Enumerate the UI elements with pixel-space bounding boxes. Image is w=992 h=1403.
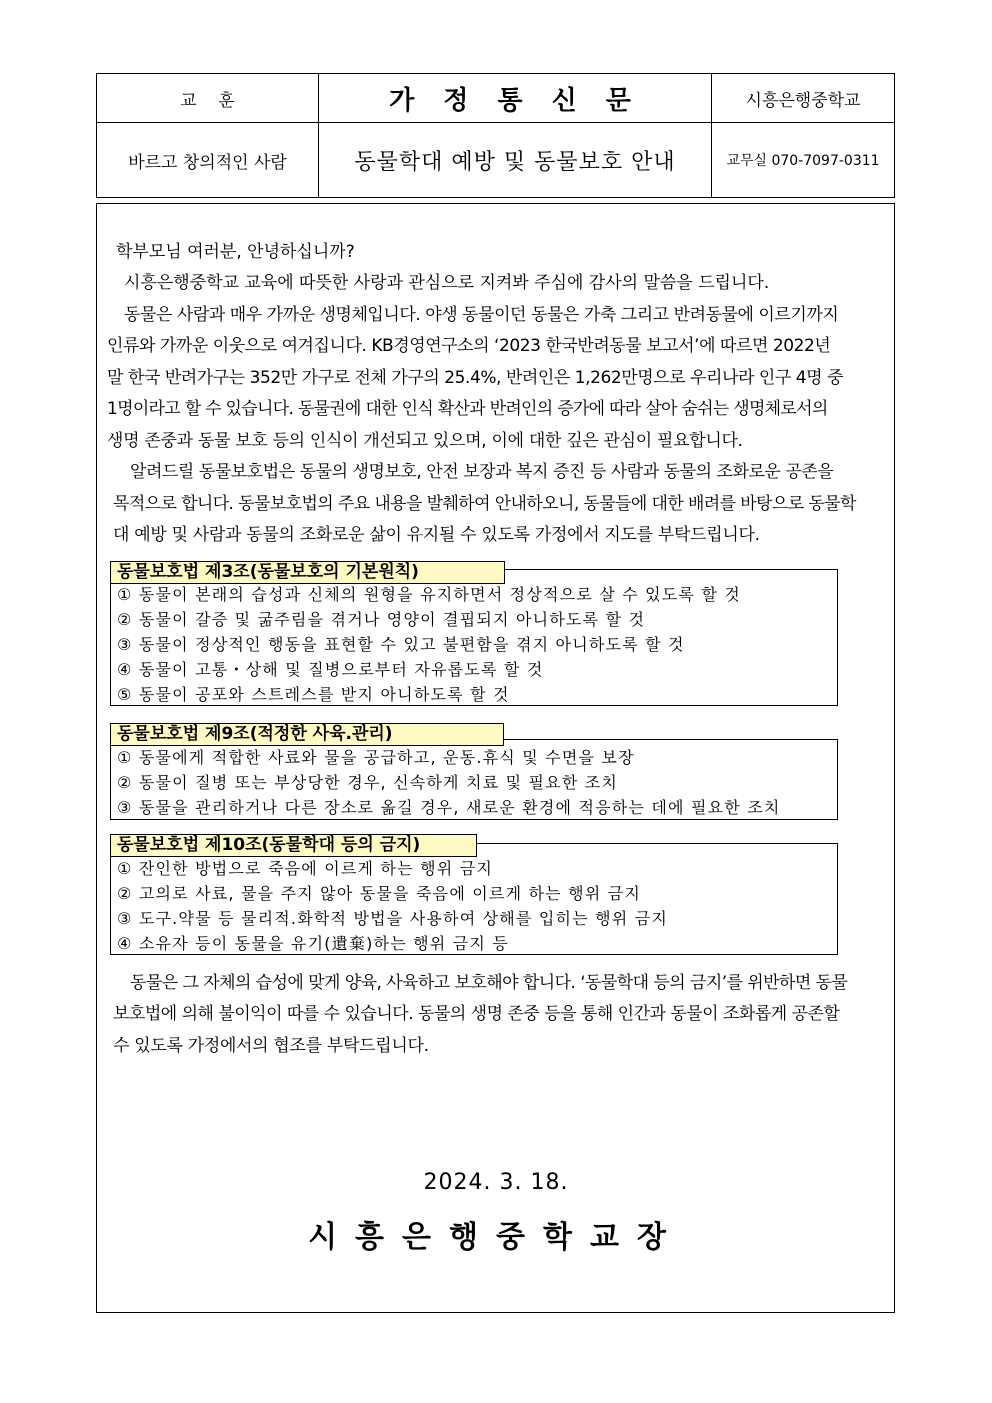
paragraph-line: 인류와 가까운 이웃으로 여겨집니다. KB경영연구소의 ‘2023 한국반려동물 보고서’에 따르면 2022년 — [107, 336, 831, 356]
law-item: ③ 동물이 정상적인 행동을 표현할 수 있고 불편함을 겪지 아니하도록 할 것 — [117, 635, 685, 654]
paragraph-line: 대 예방 및 사람과 동물의 조화로운 삶이 유지될 수 있도록 가정에서 지도를 부탁드립니다. — [113, 525, 760, 545]
law-item: ② 동물이 질병 또는 부상당한 경우, 신속하게 치료 및 필요한 조치 — [117, 773, 619, 792]
motto: 바르고 창의적인 사람 — [128, 152, 287, 173]
paragraph-line: 목적으로 합니다. 동물보호법의 주요 내용을 발췌하여 안내하오니, 동물들에 대한 배려를 바탕으로 동물학 — [113, 494, 856, 514]
law-item: ① 동물이 본래의 습성과 신체의 원형을 유지하면서 정상적으로 살 수 있도록 할 것 — [117, 585, 741, 604]
paragraph-line: 동물은 그 자체의 습성에 맞게 양육, 사육하고 보호해야 합니다. ‘동물학대 등의 금지’를 위반하면 동물 — [130, 973, 848, 993]
law-item: ④ 소유자 등이 동물을 유기(遺棄)하는 행위 금지 등 — [117, 934, 509, 953]
paragraph-line: 수 있도록 가정에서의 협조를 부탁드립니다. — [113, 1036, 429, 1056]
paragraph-line: 1명이라고 할 수 있습니다. 동물권에 대한 인식 확산과 반려인의 증가에 따라 살아 숨쉬는 생명체로서의 — [107, 399, 828, 419]
school-name: 시흥은행중학교 — [745, 90, 861, 111]
paragraph-line: 보호법에 의해 불이익이 따를 수 있습니다. 동물의 생명 존중 등을 통해 인간과 동물이 조화롭게 공존할 — [113, 1004, 840, 1024]
greeting: 학부모님 여러분, 안녕하십니까? — [116, 242, 355, 262]
subject-title: 동물학대 예방 및 동물보호 안내 — [354, 149, 676, 175]
law-item: ④ 동물이 고통・상해 및 질병으로부터 자유롭도록 할 것 — [117, 660, 544, 679]
law-article-9-title: 동물보호법 제9조(적정한 사육.관리) — [110, 723, 504, 746]
law-item: ② 동물이 갈증 및 굶주림을 겪거나 영양이 결핍되지 아니하도록 할 것 — [117, 610, 646, 629]
thanks: 시흥은행중학교 교육에 따뜻한 사랑과 관심으로 지켜봐 주심에 감사의 말씀을 드립니다. — [124, 273, 770, 293]
motto-label-text: 교 훈 — [180, 90, 235, 111]
law-item: ⑤ 동물이 공포와 스트레스를 받지 아니하도록 할 것 — [117, 685, 510, 704]
paragraph-line: 말 한국 반려가구는 352만 가구로 전체 가구의 25.4%, 반려인은 1,262만명으로 우리나라 인구 4명 중 — [107, 368, 844, 388]
motto-label — [97, 74, 318, 122]
issue-date: 2024. 3. 18. — [423, 1170, 569, 1195]
law-item: ① 잔인한 방법으로 죽음에 이르게 하는 행위 금지 — [117, 859, 494, 878]
newsletter-title: 가 정 통 신 문 — [389, 85, 641, 116]
paragraph-line: 생명 존중과 동물 보호 등의 인식이 개선되고 있으며, 이에 대한 깊은 관심이 필요합니다. — [107, 431, 743, 451]
header-table — [96, 73, 895, 198]
contact-phone: 교무실 070-7097-0311 — [726, 153, 880, 169]
law-item: ① 동물에게 적합한 사료와 물을 공급하고, 운동.휴식 및 수면을 보장 — [117, 748, 635, 767]
signer: 시흥은행중학교장 — [308, 1220, 684, 1255]
law-article-10-title: 동물보호법 제10조(동물학대 등의 금지) — [110, 834, 477, 857]
paragraph-line: 동물은 사람과 매우 가까운 생명체입니다. 야생 동물이던 동물은 가축 그리고 반려동물에 이르기까지 — [124, 305, 839, 325]
law-article-3-title: 동물보호법 제3조(동물보호의 기본원칙) — [110, 561, 505, 584]
law-item: ② 고의로 사료, 물을 주지 않아 동물을 죽음에 이르게 하는 행위 금지 — [117, 884, 642, 903]
law-item: ③ 동물을 관리하거나 다른 장소로 옮길 경우, 새로운 환경에 적응하는 데에 필요한 조치 — [117, 798, 781, 817]
law-item: ③ 도구.약물 등 물리적.화학적 방법을 사용하여 상해를 입히는 행위 금지 — [117, 909, 669, 928]
paragraph-line: 알려드릴 동물보호법은 동물의 생명보호, 안전 보장과 복지 증진 등 사람과 동물의 조화로운 공존을 — [130, 462, 834, 482]
